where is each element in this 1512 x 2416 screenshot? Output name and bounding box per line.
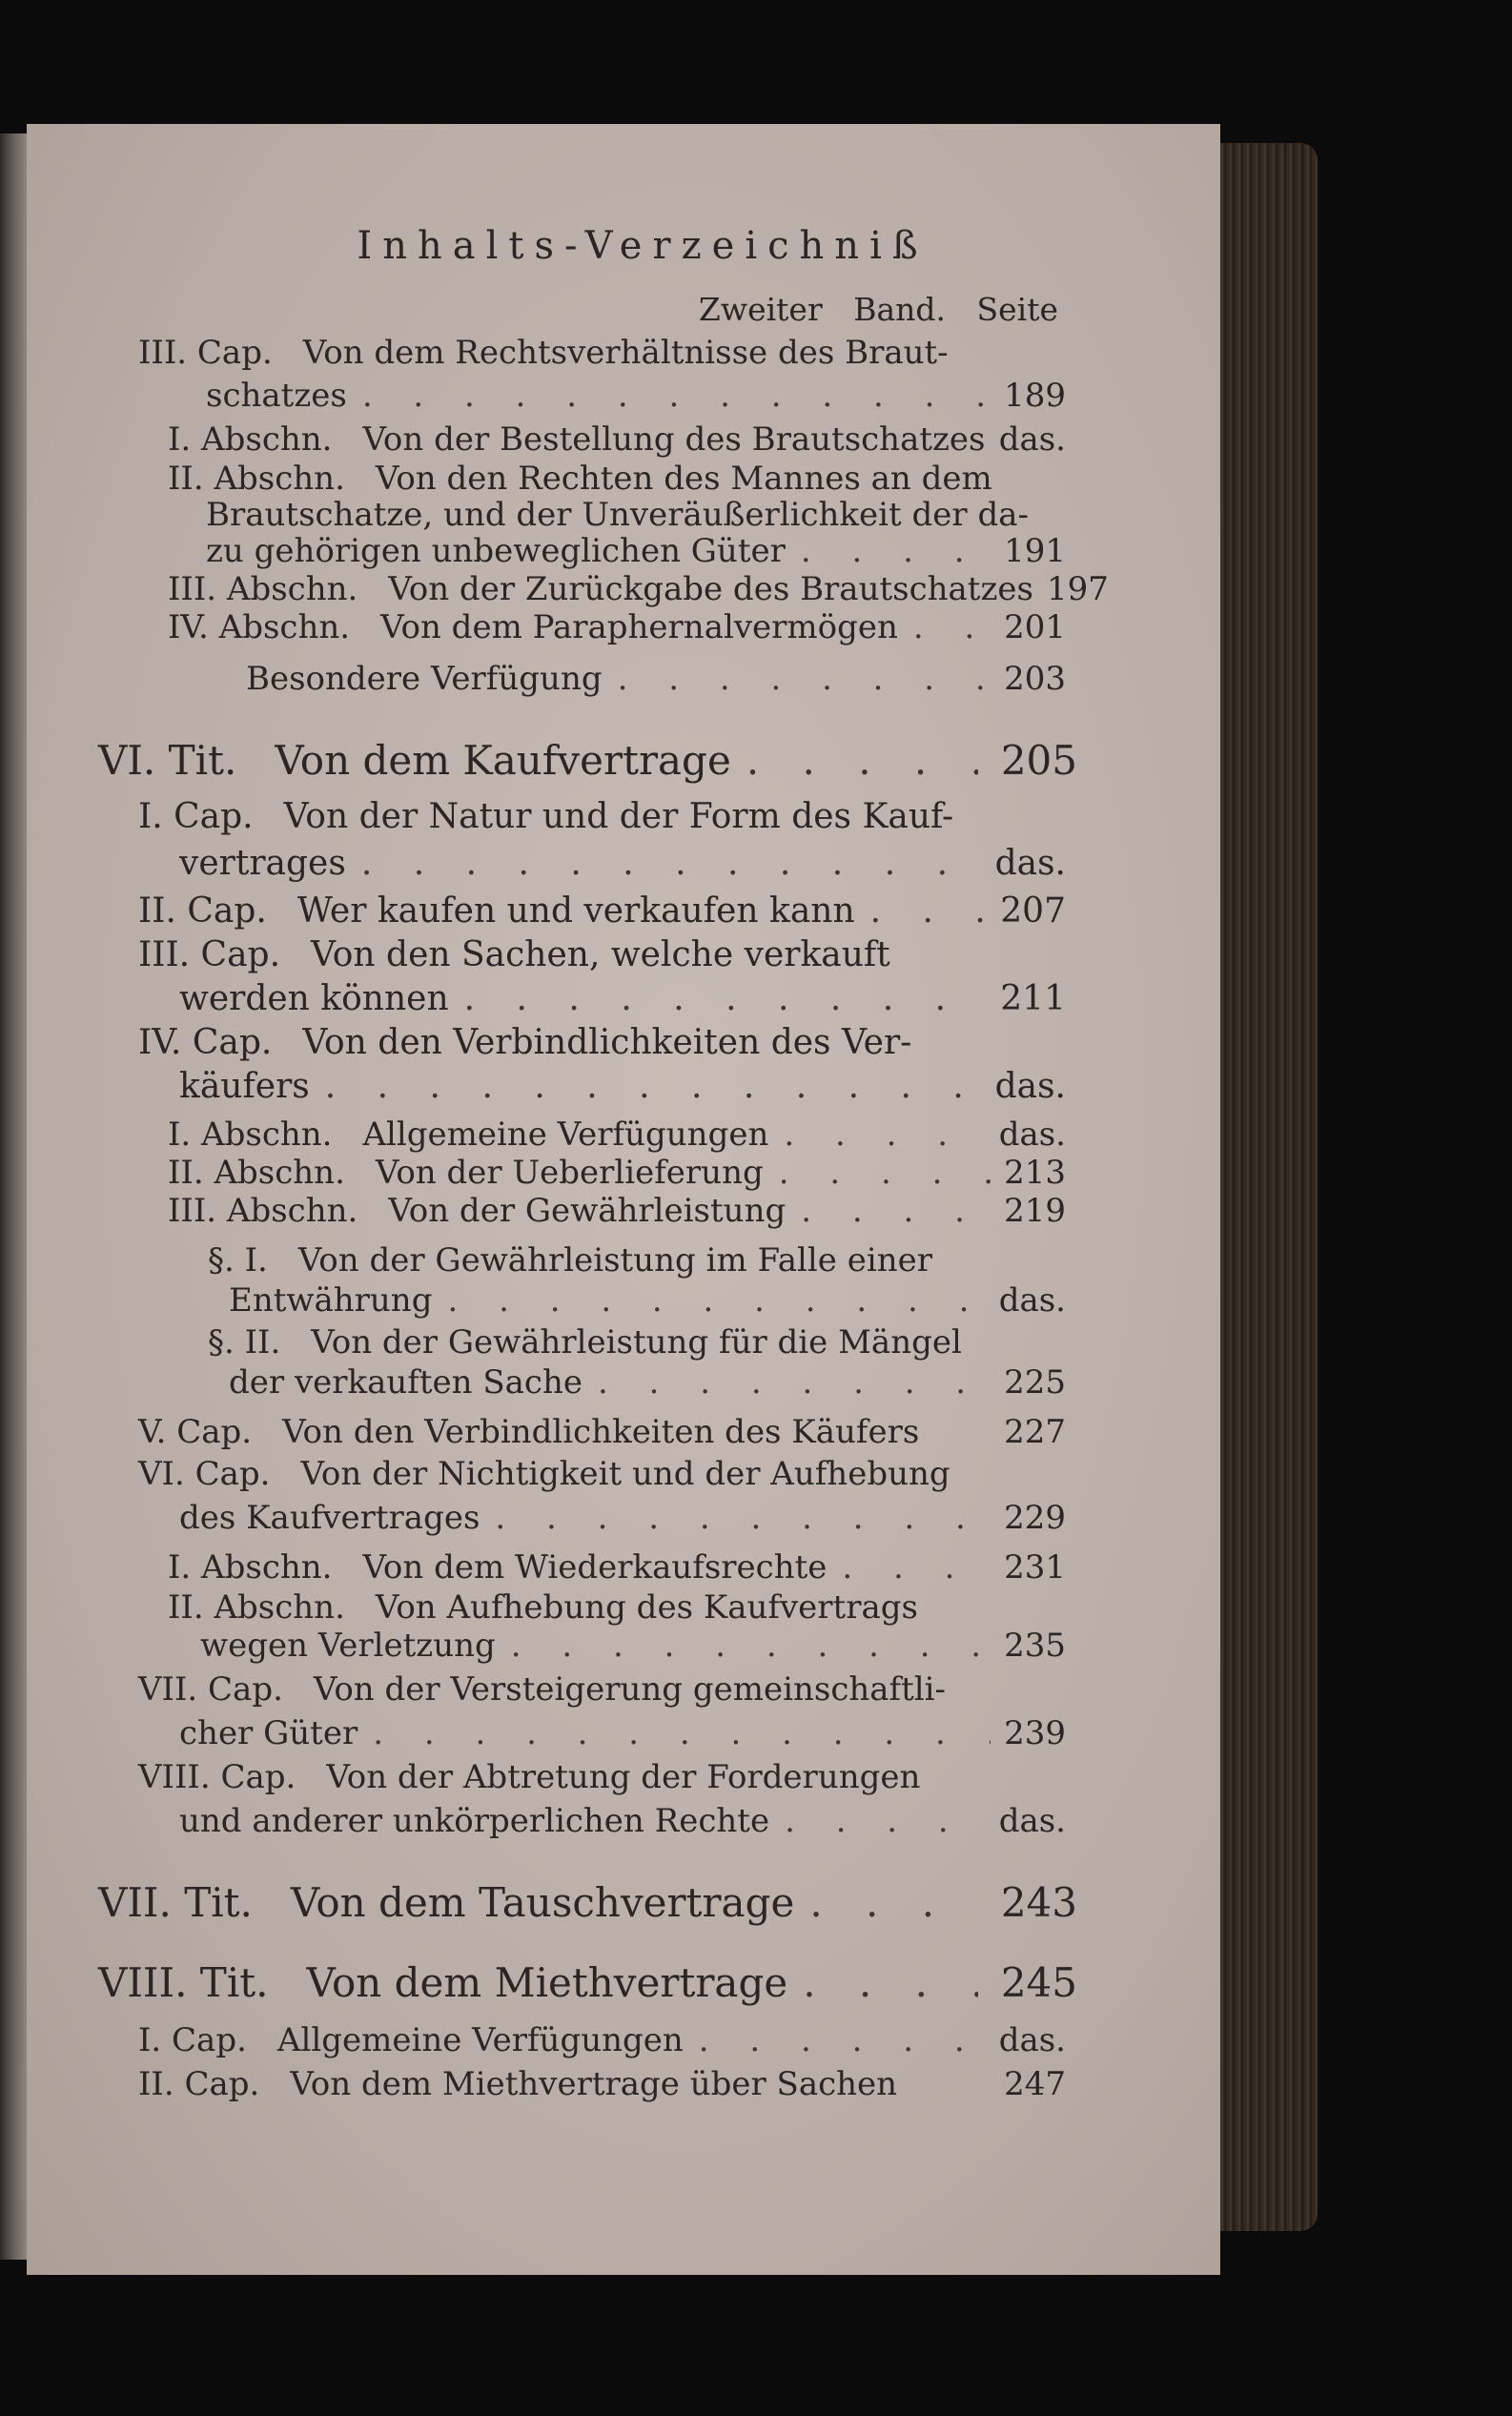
entry-title: Von der Ueberlieferung (375, 1154, 764, 1192)
leader-dots (603, 660, 991, 698)
entry-title: Von Aufhebung des Kaufvertrags (375, 1588, 918, 1627)
entry-title: schatzes (206, 377, 347, 415)
page-number: 189 (1004, 377, 1066, 415)
toc-entry (179, 1499, 1066, 1537)
toc-entry (206, 496, 1066, 534)
entry-number: I. Abschn. (168, 1116, 333, 1154)
page-number: 201 (1004, 608, 1066, 646)
entry-title: Von der Abtretung der Forderungen (326, 1758, 921, 1796)
toc-entry (206, 377, 1066, 415)
toc-entry (208, 1323, 1066, 1362)
page-number: 191 (1004, 532, 1066, 570)
entry-number: VII. Tit. (98, 1879, 253, 1926)
page-number: 211 (1000, 979, 1066, 1018)
entry-number: VI. Tit. (98, 737, 237, 784)
page-number: 245 (1000, 1959, 1077, 2006)
entry-title: Von dem Kaufvertrage (275, 737, 731, 784)
page-number: 225 (1004, 1363, 1066, 1402)
entry-title: Von der Zurückgabe des Brautschatzes (388, 570, 1033, 608)
toc-entry (229, 1363, 1066, 1402)
toc-entry (168, 1588, 1066, 1627)
entry-title: der verkauften Sache (229, 1363, 582, 1402)
entry-title: käufers (179, 1067, 310, 1106)
page-number: 213 (1004, 1154, 1066, 1192)
page-number: 235 (1004, 1627, 1066, 1665)
leader-dots (358, 1714, 991, 1752)
toc-section-title (98, 1879, 1077, 1926)
entry-title: Von den Rechten des Mannes an dem (375, 460, 992, 498)
entry-title: Von den Sachen, welche verkauft (311, 935, 890, 974)
toc-section-title (98, 737, 1077, 784)
entry-title: Von der Gewährleistung im Falle einer (297, 1241, 932, 1280)
leader-dots (731, 742, 978, 780)
leader-dots (827, 1548, 991, 1587)
page-number: 247 (1004, 2065, 1066, 2103)
page-number: das. (998, 1281, 1066, 1320)
toc-entry (168, 1154, 1066, 1192)
leader-dots (855, 892, 988, 931)
leader-dots (432, 1281, 985, 1320)
entry-number: VIII. Cap. (138, 1758, 296, 1796)
entry-title: Von der Natur und der Form des Kauf- (283, 797, 954, 836)
entry-number: III. Cap. (138, 935, 281, 974)
page-number: das. (994, 844, 1066, 883)
toc-entry (168, 570, 1109, 608)
leader-dots (582, 1363, 991, 1402)
entry-number: II. Abschn. (168, 1154, 345, 1192)
entry-number: VII. Cap. (138, 1670, 283, 1709)
toc-entry (168, 1548, 1066, 1587)
page-number: 231 (1004, 1548, 1066, 1587)
toc-entry (206, 532, 1066, 570)
leader-dots (449, 980, 988, 1018)
toc-entry (168, 1116, 1066, 1154)
entry-number: IV. Abschn. (168, 608, 351, 646)
leader-dots (347, 377, 991, 415)
entry-number: I. Abschn. (168, 420, 333, 459)
entry-title: Von den Verbindlichkeiten des Käufers (282, 1413, 920, 1451)
entry-title: werden können (179, 979, 449, 1018)
page-number: 197 (1046, 570, 1109, 608)
entry-number: II. Cap. (138, 891, 267, 931)
entry-title: Von dem Rechtsverhältnisse des Braut- (302, 334, 949, 372)
book-page-block (1211, 143, 1318, 2231)
page-number: 239 (1004, 1714, 1066, 1752)
leader-dots (684, 2021, 986, 2059)
entry-title: Von dem Tauschvertrage (290, 1879, 795, 1926)
entry-title: Von der Bestellung des Brautschatzes (362, 420, 986, 459)
toc-entry (179, 1714, 1066, 1752)
leader-dots (768, 1116, 985, 1154)
toc-entry (138, 892, 1066, 931)
page-number: das. (998, 2021, 1066, 2059)
toc-entry (246, 660, 1066, 698)
leader-dots (496, 1627, 991, 1665)
leader-dots (480, 1499, 991, 1537)
toc-entry (179, 1068, 1066, 1106)
entry-number: §. I. (208, 1241, 268, 1280)
entry-title: Allgemeine Verfügungen (276, 2021, 684, 2059)
entry-title: cher Güter (179, 1714, 358, 1752)
entry-title: wegen Verletzung (200, 1627, 496, 1665)
entry-number: VI. Cap. (138, 1455, 271, 1493)
toc-entry (168, 420, 1066, 459)
entry-number: IV. Cap. (138, 1023, 273, 1062)
toc-entry (138, 2065, 1066, 2103)
entry-title: Von der Versteigerung gemeinschaftli- (313, 1670, 947, 1709)
toc-entry (138, 1024, 1066, 1062)
entry-number: I. Cap. (138, 797, 254, 836)
toc-entry (200, 1627, 1066, 1665)
entry-title: Von dem Wiederkaufsrechte (362, 1548, 828, 1587)
entry-number: II. Abschn. (168, 460, 345, 498)
entry-title: und anderer unkörperlichen Rechte (179, 1802, 770, 1840)
page-header: Inhalts-Verzeichniß (357, 224, 929, 268)
entry-number: III. Abschn. (168, 1192, 358, 1230)
toc-entry (229, 1281, 1066, 1320)
toc-entry (138, 2021, 1066, 2059)
entry-title: vertrages (179, 844, 346, 883)
page-number: 229 (1004, 1499, 1066, 1537)
entry-title: Von der Gewährleistung (388, 1192, 787, 1230)
entry-title: Von der Nichtigkeit und der Aufhebung (300, 1455, 950, 1493)
toc-entry (208, 1241, 1066, 1280)
toc-entry (138, 798, 1066, 836)
entry-title: Von dem Miethvertrage (306, 1959, 788, 2006)
entry-number: I. Abschn. (168, 1548, 333, 1587)
leader-dots (786, 532, 991, 570)
leader-dots (764, 1154, 991, 1192)
entry-title: Von den Verbindlichkeiten des Ver- (302, 1023, 912, 1062)
entry-title: Von der Gewährleistung für die Mängel (311, 1323, 962, 1362)
entry-title: Allgemeine Verfügungen (362, 1116, 769, 1154)
entry-title: zu gehörigen unbeweglichen Güter (206, 532, 786, 570)
toc-entry (138, 1413, 1066, 1451)
toc-entry (168, 460, 1066, 498)
toc-entry (138, 936, 1066, 974)
entry-number: VIII. Tit. (98, 1959, 269, 2006)
entry-number: III. Abschn. (168, 570, 358, 608)
entry-title: Von dem Paraphernalvermögen (380, 608, 898, 646)
page-number: 205 (1000, 737, 1077, 784)
entry-number: II. Cap. (138, 2065, 260, 2103)
entry-number: V. Cap. (138, 1413, 253, 1451)
leader-dots (786, 1192, 991, 1230)
toc-entry (138, 334, 1058, 372)
toc-entry (138, 1455, 1066, 1493)
toc-entry (138, 1758, 1066, 1796)
book-page (27, 124, 1220, 2275)
page-number: 203 (1004, 660, 1066, 698)
entry-number: II. Abschn. (168, 1588, 345, 1627)
page-number: das. (998, 420, 1066, 459)
toc-entry (168, 1192, 1066, 1230)
entry-number: I. Cap. (138, 2021, 247, 2059)
entry-title: Besondere Verfügung (246, 660, 603, 698)
toc-entry (179, 845, 1066, 883)
leader-dots (769, 1802, 986, 1840)
entry-number: III. Cap. (138, 334, 273, 372)
page-number: 207 (1000, 891, 1066, 931)
toc-entry (179, 980, 1066, 1018)
toc-entry (179, 1802, 1066, 1840)
entry-title: Entwährung (229, 1281, 433, 1320)
entry-title: Wer kaufen und verkaufen kann (296, 891, 855, 931)
volume-subheader (699, 291, 1058, 328)
leader-dots (346, 845, 982, 883)
leader-dots (787, 1964, 978, 2002)
page-number: 219 (1004, 1192, 1066, 1230)
page-number: 227 (1004, 1413, 1066, 1451)
leader-dots (310, 1068, 982, 1106)
toc-entry (138, 1670, 1066, 1709)
entry-title: Von dem Miethvertrage über Sachen (290, 2065, 898, 2103)
page-number: das. (998, 1116, 1066, 1154)
leader-dots (898, 608, 991, 646)
toc-section-title (98, 1959, 1077, 2006)
toc-entry (168, 608, 1066, 646)
leader-dots (794, 1884, 978, 1922)
page-column-label: Seite (976, 291, 1058, 328)
entry-title: des Kaufvertrages (179, 1499, 480, 1537)
page-number: 243 (1000, 1879, 1077, 1926)
volume-label: Zweiter Band. (698, 291, 947, 328)
entry-title: Brautschatze, und der Unveräußerlichkeit der da- (206, 496, 1029, 534)
entry-number: §. II. (208, 1323, 281, 1362)
page-number: das. (998, 1802, 1066, 1840)
page-number: das. (994, 1067, 1066, 1106)
